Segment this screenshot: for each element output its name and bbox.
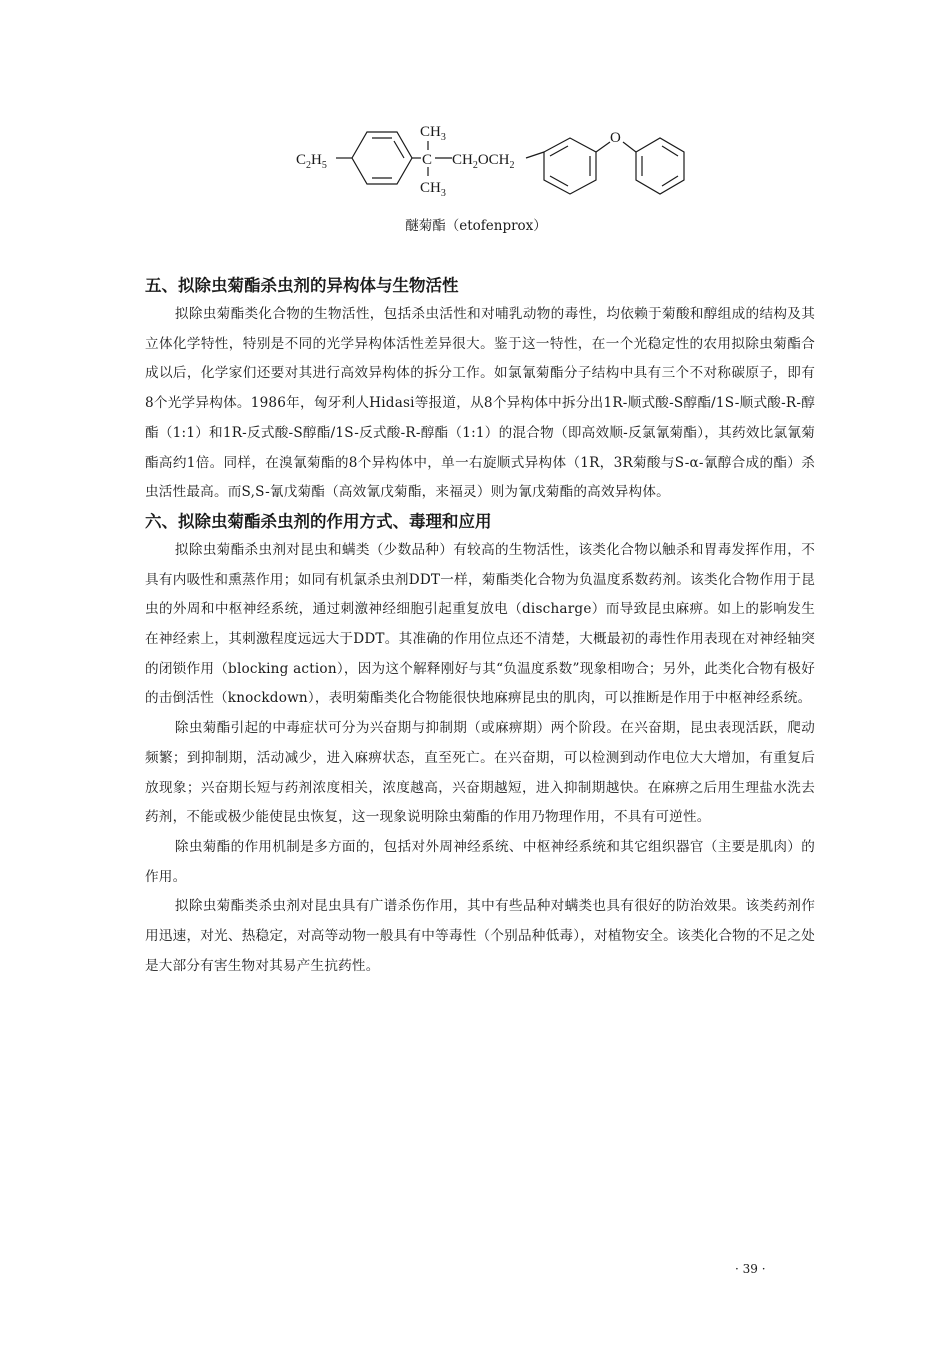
- section-5-heading: 五、拟除虫菊酯杀虫剂的异构体与生物活性: [145, 276, 459, 295]
- section-6-paragraph-2: 除虫菊酯引起的中毒症状可分为兴奋期与抑制期（或麻痹期）两个阶段。在兴奋期，昆虫表现活跃，爬动频繁；到抑制期，活动减少，进入麻痹状态，直至死亡。在兴奋期，可以检测到动作电位大大增加，有重复后放现象；兴奋期长短与药剂浓度相关，浓度越高，兴奋期越短，进入抑制期越快。在麻痹之后用生理盐水洗去药剂，不能或极少能使昆虫恢复，这一现象说明除虫菊酯的作用乃物理作用，不具有可逆性。: [145, 720, 815, 826]
- section-6-paragraph-3: 除虫菊酯的作用机制是多方面的，包括对外周神经系统、中枢神经系统和其它组织器官（主要是肌肉）的作用。: [145, 838, 815, 885]
- section-5-paragraph: 拟除虫菊酯类化合物的生物活性，包括杀虫活性和对哺乳动物的毒性，均依赖于菊酸和醇组成的结构及其立体化学特性，特别是不同的光学异构体活性差异很大。鉴于这一特性，在一个光稳定性的农用拟除虫菊酯合成以后，化学家们还要对其进行高效异构体的拆分工作。如氯氰菊酯分子结构中具有三个不对称碳原子，即有8个光学异构体。1986年，匈牙利人Hidasi等报道，从8个异构体中拆分出1R-顺式酸-S醇酯/1S-顺式酸-R-醇酯（1:1）和1R-反式酸-S醇酯/1S-反式酸-R-醇酯（1:1）的混合物（即高效顺-反氯氰菊酯），其药效比氯氰菊酯高约1倍。同样，在溴氰菊酯的8个异构体中，单一右旋顺式异构体（1R，3R菊酸与S-α-氰醇合成的酯）杀虫活性最高。而S,S-氰戊菊酯（高效氰戊菊酯，来福灵）则为氰戊菊酯的高效异构体。: [145, 306, 815, 501]
- benzene-ring-1: [352, 132, 412, 184]
- ethyl-group-label: $C_2H_5$: [296, 152, 327, 171]
- structure-caption: 醚菊酯（etofenprox）: [405, 218, 547, 234]
- bond-line: [623, 142, 636, 152]
- oxygen-label: O: [610, 130, 621, 146]
- ether-chain-label: $CH_2OCH_2$: [452, 152, 515, 171]
- section-6-paragraph-1: 拟除虫菊酯杀虫剂对昆虫和螨类（少数品种）有较高的生物活性，该类化合物以触杀和胃毒发挥作用，不具有内吸性和熏蒸作用；如同有机氯杀虫剂DDT一样，菊酯类化合物为负温度系数药剂。该类化合物作用于昆虫的外周和中枢神经系统，通过刺激神经细胞引起重复放电（discharge）而导致昆虫麻痹。如上的影响发生在神经索上，其刺激程度远远大于DDT。其准确的作用位点还不清楚，大概最初的毒性作用表现在对神经轴突的闭锁作用（blocking action），因为这个解释刚好与其“负温度系数”现象相吻合；另外，此类化合物有极好的击倒活性（knockdown），表明菊酯类化合物能很快地麻痹昆虫的肌肉，可以推断是作用于中枢神经系统。: [145, 541, 815, 707]
- bond-line: [596, 142, 610, 152]
- chemical-structure: [280, 112, 700, 212]
- benzene-ring-2: [544, 138, 596, 194]
- central-carbon-label: C: [422, 152, 433, 168]
- section-6-heading: 六、拟除虫菊酯杀虫剂的作用方式、毒理和应用: [145, 511, 492, 531]
- bond-line: [526, 152, 544, 158]
- main-content: [145, 272, 815, 981]
- methyl-top-label: $CH_3$: [420, 124, 446, 143]
- benzene-ring-3: [636, 138, 684, 194]
- section-6-paragraph-4: 拟除虫菊酯类杀虫剂对昆虫具有广谱杀伤作用，其中有些品种对螨类也具有很好的防治效果。该类药剂作用迅速，对光、热稳定，对高等动物一般具有中等毒性（个别品种低毒），对植物安全。该类化合物的不足之处是大部分有害生物对其易产生抗药性。: [145, 898, 815, 974]
- methyl-bottom-label: $CH_3$: [420, 180, 446, 199]
- etofenprox-structure-diagram: [280, 112, 700, 212]
- page-number: · 39 ·: [735, 1262, 766, 1276]
